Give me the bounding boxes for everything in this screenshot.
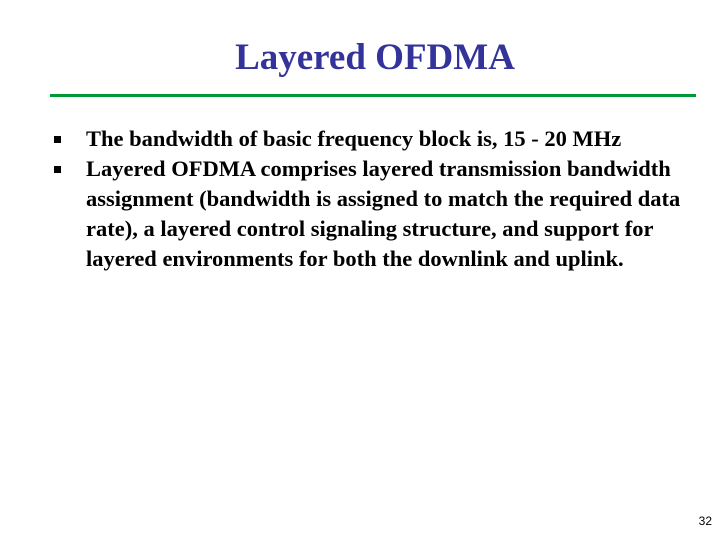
bullet-text: Layered OFDMA comprises layered transmission bandwidth assignment (bandwidth is assigned to match the required data rate), a layered control signaling structure, and support for layered environments for both the downlink and uplink.	[86, 156, 681, 271]
bullet-list	[52, 124, 692, 274]
square-bullet-icon	[54, 136, 61, 143]
title-divider	[50, 94, 696, 97]
slide-title: Layered OFDMA	[235, 37, 515, 78]
square-bullet-icon	[54, 166, 61, 173]
bullet-text: The bandwidth of basic frequency block is, 15 - 20 MHz	[86, 126, 622, 151]
page-number: 32	[698, 514, 712, 528]
bullet-item	[52, 154, 692, 274]
bullet-item	[52, 124, 692, 154]
